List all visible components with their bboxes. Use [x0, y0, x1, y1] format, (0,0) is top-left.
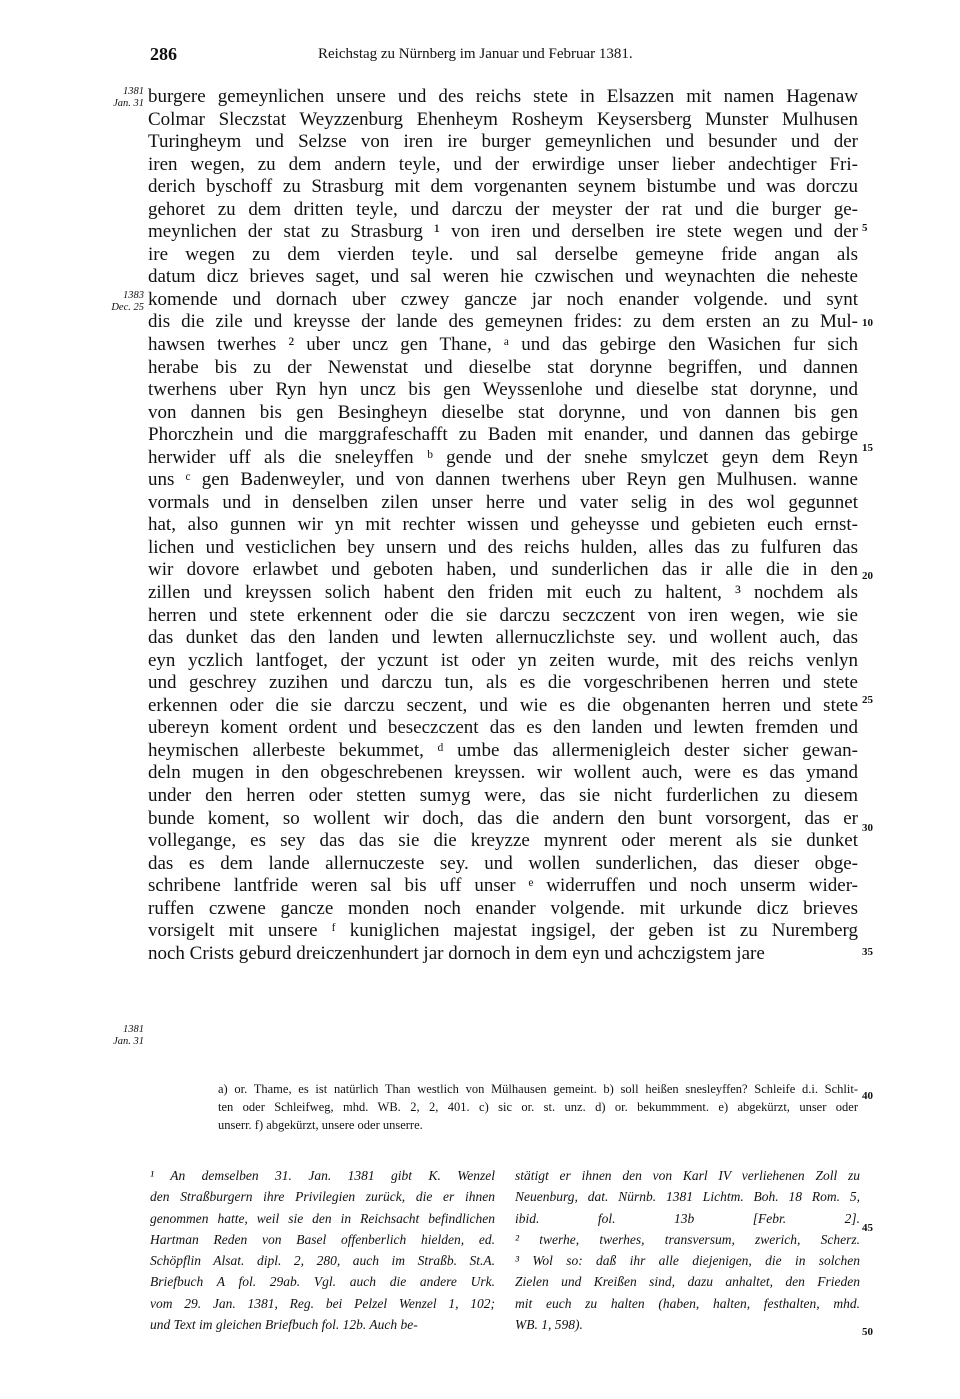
- text-line: noch Crists geburd dreiczenhundert jar dornoch in dem eyn und achczigstem jare: [148, 942, 765, 964]
- margin-date-1381-jan31-end: 1381 Jan. 31: [113, 1024, 144, 1047]
- text-line: wir dovore erlawbet und geboten haben, und sunderlichen das ir alle die in den: [148, 559, 858, 581]
- line-number: 50: [862, 1326, 873, 1338]
- footnote-line: Neuenburg, dat. Nürnb. 1381 Lichtm. Boh. 18 Rom. 5,: [515, 1189, 860, 1205]
- text-line: heymischen allerbeste bekummet, ᵈ umbe das allermenigleich dester sicher gewan-: [148, 739, 858, 761]
- page-number: 286: [150, 44, 177, 64]
- text-line: burgere gemeynlichen unsere und des reichs stete in Elsazzen mit namen Hagenaw: [148, 86, 858, 107]
- line-number: 30: [862, 822, 873, 834]
- text-line: vollegange, es sey das das sie die kreyzze mynrent oder merent als sie dunket: [148, 830, 858, 852]
- margin-date-1381-jan31: 1381 Jan. 31: [113, 86, 144, 109]
- text-line: hat, also gunnen wir yn mit rechter wissen und geheysse und gebieten euch ernst-: [148, 514, 858, 536]
- line-number: 45: [862, 1222, 873, 1234]
- text-line: von dannen bis gen Besingheyn dieselbe stat dorynne, und von dannen bis gen: [148, 401, 858, 423]
- variant-line: ten oder Schleifweg, mhd. WB. 2, 2, 401. c) sic or. st. unz. d) or. bekummment. e) abgekürzt, unser oder: [218, 1100, 858, 1114]
- text-line: derich byschoff zu Strasburg mit dem vorgenanten seynem bistumbe und was dorczu: [148, 176, 858, 198]
- text-line: gehoret zu dem dritten teyle, und darczu der meyster der rat und die burger ge-: [148, 198, 858, 220]
- line-number: 10: [862, 317, 873, 329]
- text-line: herabe bis zu der Newenstat und dieselbe stat dorynne begriffen, und dannen: [148, 356, 858, 378]
- footnote-line: den Straßburgern ihre Privilegien zurück, die er ihnen: [150, 1189, 495, 1205]
- page-header: [0, 44, 960, 68]
- footnote-line: Zielen und Kreißen sind, dazu anhaltet, den Frieden: [515, 1274, 860, 1290]
- text-line: datum dicz brieves saget, und sal weren hie czwischen und weynachten die neheste: [148, 266, 858, 288]
- footnote-line: ³ Wol so: daß ihr alle diejenigen, die in solchen: [515, 1253, 860, 1269]
- footnote-line: und Text im gleichen Briefbuch fol. 12b. Auch be-: [150, 1317, 418, 1333]
- text-line: schribene lantfride weren sal bis uff unser ᵉ widerruffen und noch unserm wider-: [148, 875, 858, 897]
- text-line: bunde koment, so wollent wir doch, das die andern den bunt vorsorgent, das er: [148, 807, 858, 829]
- text-line: ruffen czwene gancze monden noch enander volgende. mit urkunde dicz brieves: [148, 897, 858, 919]
- text-line: das es dem lande allernuczeste sey. und wollen sunderlichen, das dieser obge-: [148, 852, 858, 874]
- text-line: uns ᶜ gen Badenweyler, und von dannen twerhens uber Reyn gen Mulhusen. wanne: [148, 469, 858, 491]
- footnote-line: stätigt er ihnen den von Karl IV verliehenen Zoll zu: [515, 1168, 860, 1183]
- footnote-line: ibid. fol. 13b [Febr. 2].: [515, 1210, 860, 1226]
- footnote-line: Briefbuch A fol. 29ab. Vgl. auch die andere Urk.: [150, 1274, 495, 1290]
- variant-line: a) or. Thame, es ist natürlich Than westlich von Mülhausen gemeint. b) soll heißen snesleyffen? Schleife d.i. Schlit-: [218, 1082, 858, 1096]
- text-line: Phorczhein und die marggrafeschafft zu Baden mit enander, und dannen das gebirge: [148, 424, 858, 446]
- line-number: 35: [862, 946, 873, 958]
- line-number: 15: [862, 442, 873, 454]
- footnote-line: ² twerhe, twerhes, transversum, zwerich, Scherz.: [515, 1231, 860, 1247]
- text-line: eyn yczlich lantfoget, der yczunt ist oder yn zeiten wurde, mit des reichs venlyn: [148, 649, 858, 671]
- main-text: [148, 86, 858, 965]
- text-line: das dunket das den landen und lewten allernuczlichste sey. und wollent auch, das: [148, 627, 858, 649]
- text-line: ubereyn koment ordent und beseczczent das es den landen und lewten fremden und: [148, 717, 858, 739]
- footnote-line: genommen hatte, weil sie den in Reichsacht befindlichen: [150, 1210, 495, 1226]
- text-line: komende und dornach uber czwey gancze jar noch enander volgende. und synt: [148, 288, 858, 310]
- text-line: dis die zile und kreysse der lande des gemeynen frides: zu dem ersten an zu Mul-: [148, 311, 858, 333]
- footnote-line: mit euch zu halten (haben, halten, festhalten, mhd.: [515, 1295, 860, 1311]
- text-line: zillen und kreyssen solich habent den friden mit euch zu haltent, ³ nochdem als: [148, 582, 858, 604]
- footnote-line: Schöpflin Alsat. dipl. 2, 280, auch im Straßb. St.A.: [150, 1253, 495, 1269]
- text-line: herwider uff als die sneleyffen ᵇ gende und der snehe smylczet geyn dem Reyn: [148, 446, 858, 468]
- line-number: 20: [862, 570, 873, 582]
- footnote-line: vom 29. Jan. 1381, Reg. bei Pelzel Wenzel 1, 102;: [150, 1295, 495, 1311]
- footnote-line: ¹ An demselben 31. Jan. 1381 gibt K. Wenzel: [150, 1168, 495, 1183]
- text-line: lichen und vesticlichen bey unsern und des reichs hulden, alles das zu fulfuren das: [148, 536, 858, 558]
- variants-apparatus: [218, 1080, 858, 1134]
- text-line: herren und stete erkennent oder die sie darczu seczczent von iren wegen, wie sie: [148, 604, 858, 626]
- text-line: twerhens uber Ryn hyn uncz bis gen Weyssenlohe und dieselbe stat dorynne, und: [148, 379, 858, 401]
- text-line: under den herren oder stetten sumyg were, das sie nicht furderlichen zu diesem: [148, 784, 858, 806]
- line-number: 40: [862, 1090, 873, 1102]
- text-line: vorsigelt mit unsere ᶠ kuniglichen majestat ingsigel, der geben ist zu Nuremberg: [148, 920, 858, 942]
- margin-date-1383-dec25: 1383 Dec. 25: [111, 290, 144, 313]
- text-line: ire wegen zu dem vierden teyle. und sal derselbe gemeyne fride angan als: [148, 243, 858, 265]
- text-line: Colmar Sleczstat Weyzzenburg Ehenheym Rosheym Keysersberg Munster Mulhusen: [148, 108, 858, 130]
- footnote-line: Hartman Reden von Basel offenberlich hielden, ed.: [150, 1231, 495, 1247]
- running-title: Reichstag zu Nürnberg im Januar und Februar 1381.: [318, 46, 633, 62]
- text-line: meynlichen der stat zu Strasburg ¹ von iren und derselben ire stete wegen und der: [148, 221, 858, 243]
- text-line: deln mugen in den obgeschrebenen kreyssen. wir wollent auch, were es das ymand: [148, 762, 858, 784]
- text-line: iren wegen, zu dem andern teyle, und der erwirdige unser lieber andechtiger Fri-: [148, 153, 858, 175]
- line-number: 5: [862, 222, 868, 234]
- footnote-line: WB. 1, 598).: [515, 1317, 583, 1333]
- footnotes-right-column: [515, 1165, 860, 1335]
- variant-line: unserr. f) abgekürzt, unsere oder unserre.: [218, 1118, 423, 1132]
- line-number: 25: [862, 694, 873, 706]
- text-line: erkennen oder die sie darczu seczent, und wie es die obgenanten herren und stete: [148, 694, 858, 716]
- text-line: und geschrey zuzihen und darczu tun, als es die vorgeschribenen herren und stete: [148, 672, 858, 694]
- text-line: vormals und in denselben zilen unser herre und vater selig in des wol gegunnet: [148, 491, 858, 513]
- text-line: Turingheym und Selzse von iren ire burger gemeynlichen und besunder und der: [148, 131, 858, 153]
- text-line: hawsen twerhes ² uber uncz gen Thane, ᵃ und das gebirge den Wasichen fur sich: [148, 334, 858, 356]
- footnotes-left-column: [150, 1165, 495, 1335]
